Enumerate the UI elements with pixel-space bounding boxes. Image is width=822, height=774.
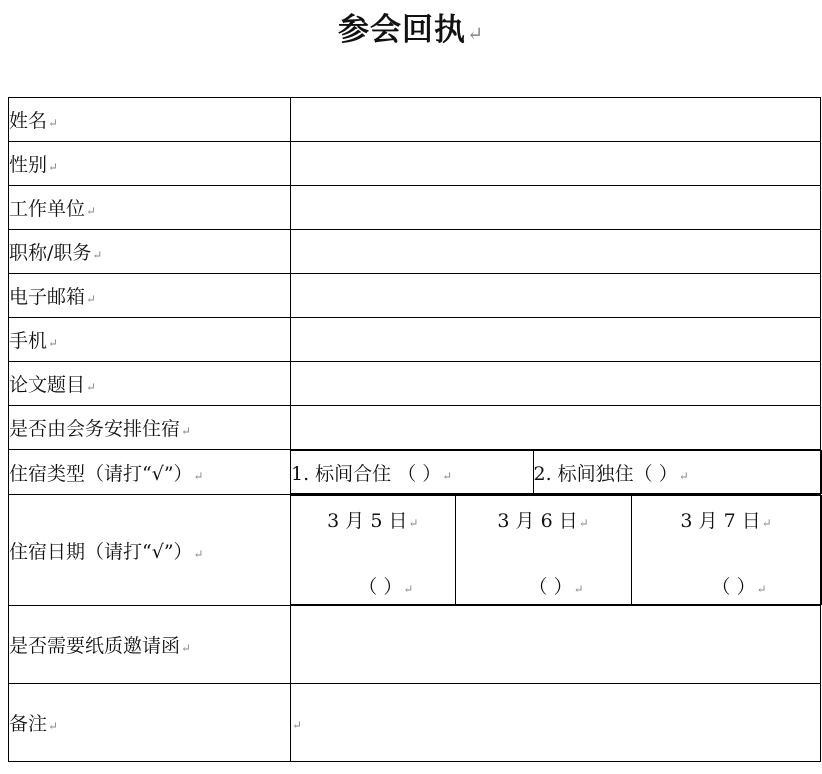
- input-arrange-accommodation[interactable]: [291, 406, 821, 450]
- option-shared-standard-room[interactable]: 1. 标间合住 （ ）↵: [291, 451, 533, 494]
- check-mar5[interactable]: （ ）↵: [358, 576, 414, 598]
- check-mar6[interactable]: （ ）↵: [528, 576, 584, 598]
- row-accommodation-type: [9, 450, 821, 495]
- row-paper-title: [9, 362, 821, 406]
- input-mobile[interactable]: [291, 318, 821, 362]
- label-accommodation-type: 住宿类型（请打“√”）↵: [9, 450, 291, 495]
- page-title: 参会回执↵: [337, 12, 485, 48]
- label-organization: 工作单位↵: [9, 186, 291, 230]
- input-email[interactable]: [291, 274, 821, 318]
- input-name[interactable]: [291, 98, 821, 142]
- label-mobile: 手机↵: [9, 318, 291, 362]
- accommodation-type-options: [291, 450, 821, 495]
- label-name: 姓名↵: [9, 98, 291, 142]
- label-email: 电子邮箱↵: [9, 274, 291, 318]
- label-accommodation-date: 住宿日期（请打“√”）↵: [9, 495, 291, 606]
- row-mobile: [9, 318, 821, 362]
- accommodation-date-options: [291, 495, 821, 606]
- date-option-mar5[interactable]: 3 月 5 日↵ （ ）↵: [291, 496, 455, 605]
- label-gender: 性别↵: [9, 142, 291, 186]
- row-accommodation-date: [9, 495, 821, 606]
- option-single-standard-room[interactable]: 2. 标间独住（ ）↵: [533, 451, 821, 494]
- label-title-position: 职称/职务↵: [9, 230, 291, 274]
- row-remarks: [9, 684, 821, 762]
- label-remarks: 备注↵: [9, 684, 291, 762]
- input-title-position[interactable]: [291, 230, 821, 274]
- row-title-position: [9, 230, 821, 274]
- input-paper-title[interactable]: [291, 362, 821, 406]
- input-paper-invitation[interactable]: [291, 606, 821, 684]
- label-arrange-accommodation: 是否由会务安排住宿↵: [9, 406, 291, 450]
- date-option-mar7[interactable]: 3 月 7 日↵ （ ）↵: [631, 496, 821, 605]
- row-email: [9, 274, 821, 318]
- registration-form-table: [8, 97, 821, 762]
- date-option-mar6[interactable]: 3 月 6 日↵ （ ）↵: [455, 496, 631, 605]
- row-arrange-accommodation: [9, 406, 821, 450]
- input-organization[interactable]: [291, 186, 821, 230]
- check-mar7[interactable]: （ ）↵: [711, 576, 767, 598]
- row-gender: [9, 142, 821, 186]
- row-paper-invitation: [9, 606, 821, 684]
- row-organization: [9, 186, 821, 230]
- paragraph-mark-icon: ↵: [466, 22, 485, 45]
- label-paper-title: 论文题目↵: [9, 362, 291, 406]
- input-gender[interactable]: [291, 142, 821, 186]
- input-remarks[interactable]: ↵: [291, 684, 821, 762]
- row-name: [9, 98, 821, 142]
- label-paper-invitation: 是否需要纸质邀请函↵: [9, 606, 291, 684]
